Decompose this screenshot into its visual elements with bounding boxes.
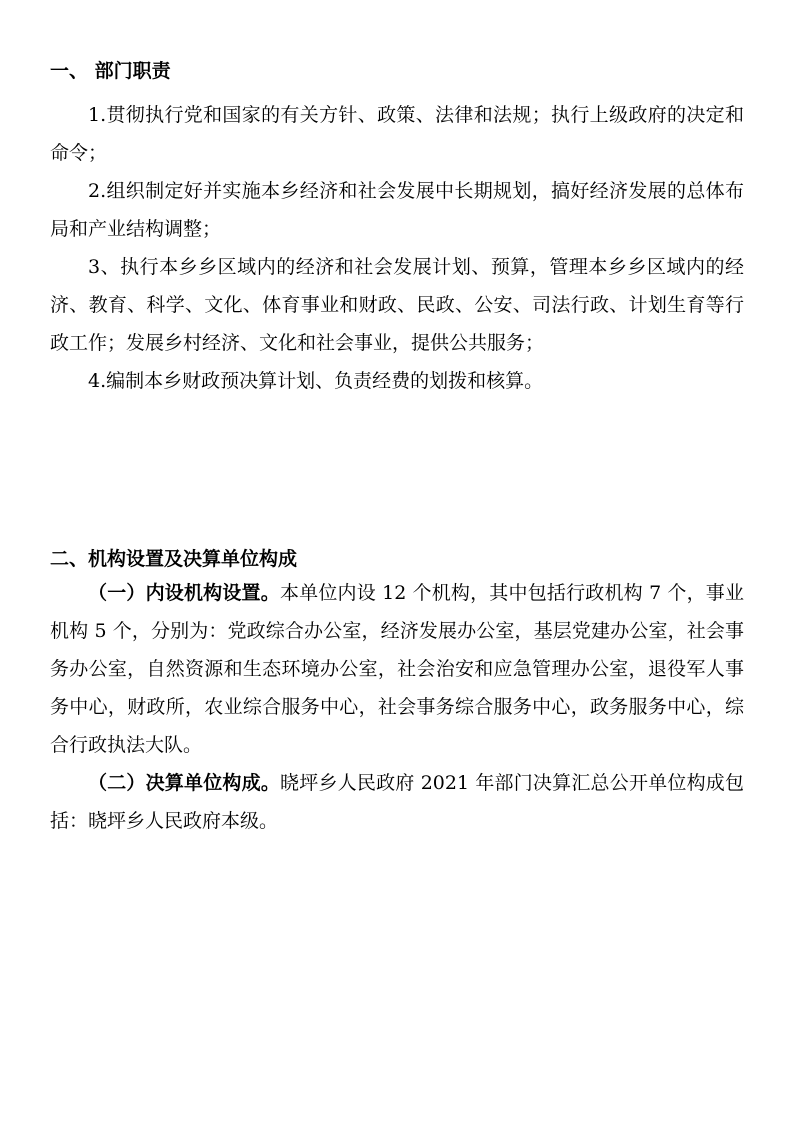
accounting-units-paragraph xyxy=(50,764,744,840)
duty-item-1: 1.贯彻执行党和国家的有关方针、政策、法律和法规；执行上级政府的决定和命令； xyxy=(50,104,744,164)
section-heading-duties: 一、 部门职责 xyxy=(50,60,171,82)
internal-structure-paragraph xyxy=(50,574,744,764)
internal-structure-lead: （一）内设机构设置。 xyxy=(88,582,280,604)
accounting-units-lead: （二）决算单位构成。 xyxy=(88,772,281,794)
accounting-units-text: 晓坪乡人民政府 2021 年部门决算汇总公开单位构成包括：晓坪乡人民政府本级。 xyxy=(50,772,744,832)
internal-structure-text: 本单位内设 12 个机构，其中包括行政机构 7 个，事业机构 5 个，分别为：党政综合办公室，经济发展办公室，基层党建办公室，社会事务办公室，自然资源和生态环境办公室，社会治安和应急管理办公室，退役军人事务中心，财政所，农业综合服务中心，社会事务综合服务中心，政务服务中心，综合行政执法大队。 xyxy=(50,582,744,756)
duty-item-3: 3、执行本乡乡区域内的经济和社会发展计划、预算，管理本乡乡区域内的经济、教育、科学、文化、体育事业和财政、民政、公安、司法行政、计划生育等行政工作；发展乡村经济、文化和社会事业，提供公共服务； xyxy=(50,256,744,354)
section-heading-structure: 二、机构设置及决算单位构成 xyxy=(50,548,298,570)
duty-item-4: 4.编制本乡财政预决算计划、负责经费的划拨和核算。 xyxy=(88,370,544,392)
duty-item-2: 2.组织制定好并实施本乡经济和社会发展中长期规划，搞好经济发展的总体布局和产业结构调整； xyxy=(50,180,744,240)
